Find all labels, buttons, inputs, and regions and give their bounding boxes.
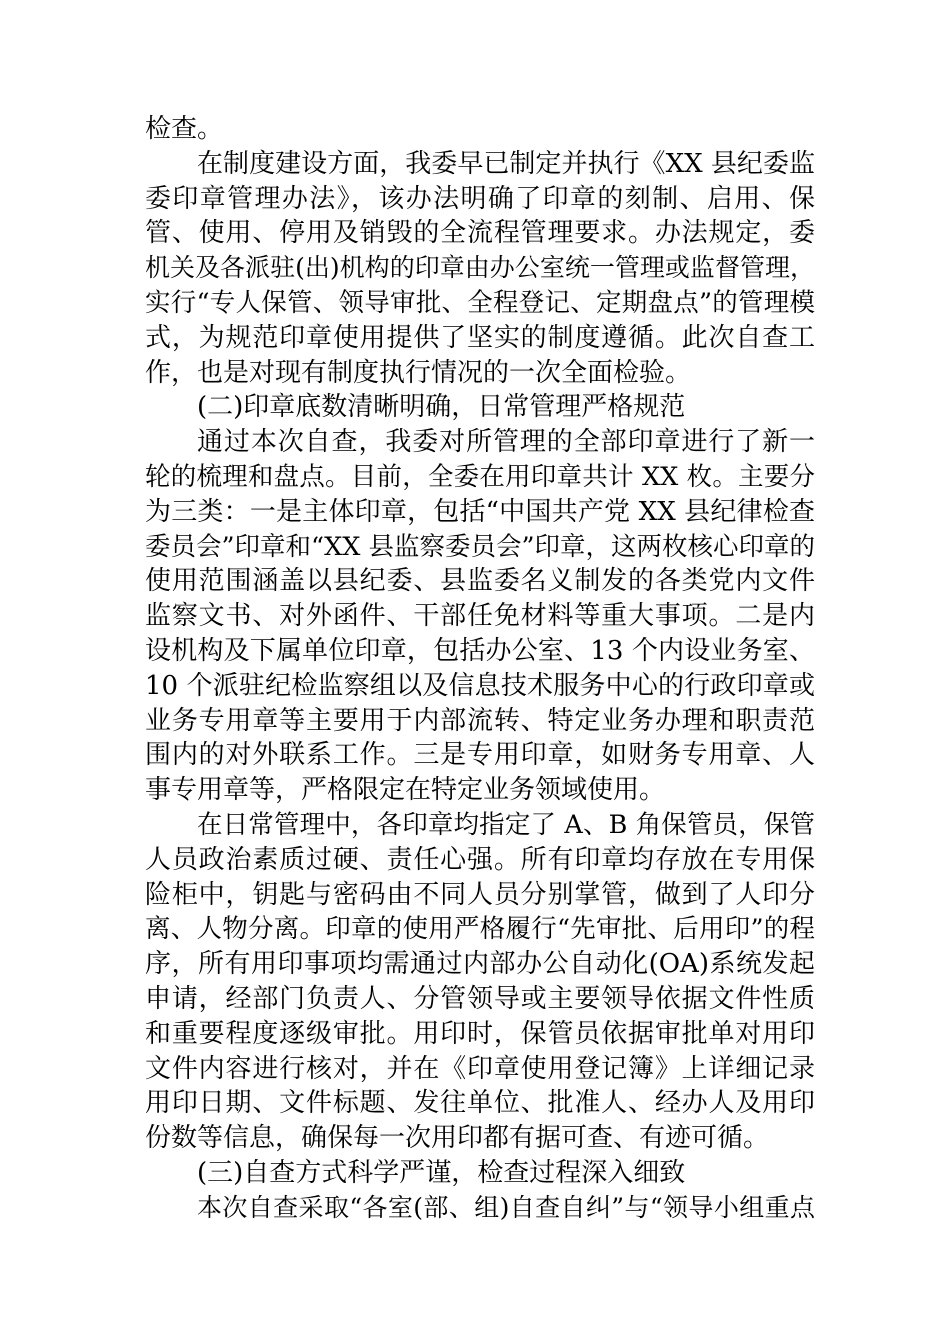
text-line: 实行“专人保管、领导审批、全程登记、定期盘点”的管理模 xyxy=(145,287,815,318)
text-line: 在日常管理中，各印章均指定了 A、B 角保管员，保管 xyxy=(197,809,815,840)
text-line: 检查。 xyxy=(145,114,224,144)
document-body xyxy=(145,112,815,1226)
text-line: 本次自查采取“各室(部、组)自查自纠”与“领导小组重点 xyxy=(197,1192,815,1222)
text-line: 险柜中，钥匙与密码由不同人员分别掌管，做到了人印分 xyxy=(145,879,815,910)
text-line: 委员会”印章和“XX 县监察委员会”印章，这两枚核心印章的 xyxy=(145,531,816,562)
text-line: 设机构及下属单位印章，包括办公室、13 个内设业务室、 xyxy=(145,635,815,666)
text-line: 机关及各派驻(出)机构的印章由办公室统一管理或监督管理， xyxy=(145,253,815,283)
text-line: 10 个派驻纪检监察组以及信息技术服务中心的行政印章或 xyxy=(145,670,815,701)
text-line: 份数等信息，确保每一次用印都有据可查、有迹可循。 xyxy=(145,1123,770,1154)
text-line: 序，所有用印事项均需通过内部办公自动化(OA)系统发起 xyxy=(145,949,815,980)
text-line: 管、使用、停用及销毁的全流程管理要求。办法规定，委 xyxy=(145,218,815,249)
text-line: 事专用章等，严格限定在特定业务领域使用。 xyxy=(145,775,666,806)
text-line: 通过本次自查，我委对所管理的全部印章进行了新一 xyxy=(197,427,815,458)
text-line: 离、人物分离。印章的使用严格履行“先审批、后用印”的程 xyxy=(145,914,815,945)
text-line: 围内的对外联系工作。三是专用印章，如财务专用章、人 xyxy=(145,740,815,771)
text-line: 监察文书、对外函件、干部任免材料等重大事项。二是内 xyxy=(145,601,815,632)
text-line: 文件内容进行核对，并在《印章使用登记簿》上详细记录 xyxy=(145,1053,815,1084)
text-line: (二)印章底数清晰明确，日常管理严格规范 xyxy=(197,392,686,423)
text-line: 和重要程度逐级审批。用印时，保管员依据审批单对用印 xyxy=(145,1018,815,1049)
text-line: 使用范围涵盖以县纪委、县监委名义制发的各类党内文件 xyxy=(145,566,815,597)
text-line: 为三类：一是主体印章，包括“中国共产党 XX 县纪律检查 xyxy=(145,496,815,527)
text-line: 作，也是对现有制度执行情况的一次全面检验。 xyxy=(145,357,692,388)
text-line: (三)自查方式科学严谨，检查过程深入细致 xyxy=(197,1157,686,1188)
text-line: 申请，经部门负责人、分管领导或主要领导依据文件性质 xyxy=(145,983,815,1014)
text-line: 委印章管理办法》，该办法明确了印章的刻制、启用、保 xyxy=(145,183,815,214)
text-line: 业务专用章等主要用于内部流转、特定业务办理和职责范 xyxy=(145,705,815,736)
text-line: 式，为规范印章使用提供了坚实的制度遵循。此次自查工 xyxy=(145,322,815,353)
text-line: 在制度建设方面，我委早已制定并执行《XX 县纪委监 xyxy=(197,148,815,179)
text-line: 轮的梳理和盘点。目前，全委在用印章共计 XX 枚。主要分 xyxy=(145,461,815,492)
text-line: 人员政治素质过硬、责任心强。所有印章均存放在专用保 xyxy=(145,844,815,875)
text-line: 用印日期、文件标题、发往单位、批准人、经办人及用印 xyxy=(145,1088,815,1119)
